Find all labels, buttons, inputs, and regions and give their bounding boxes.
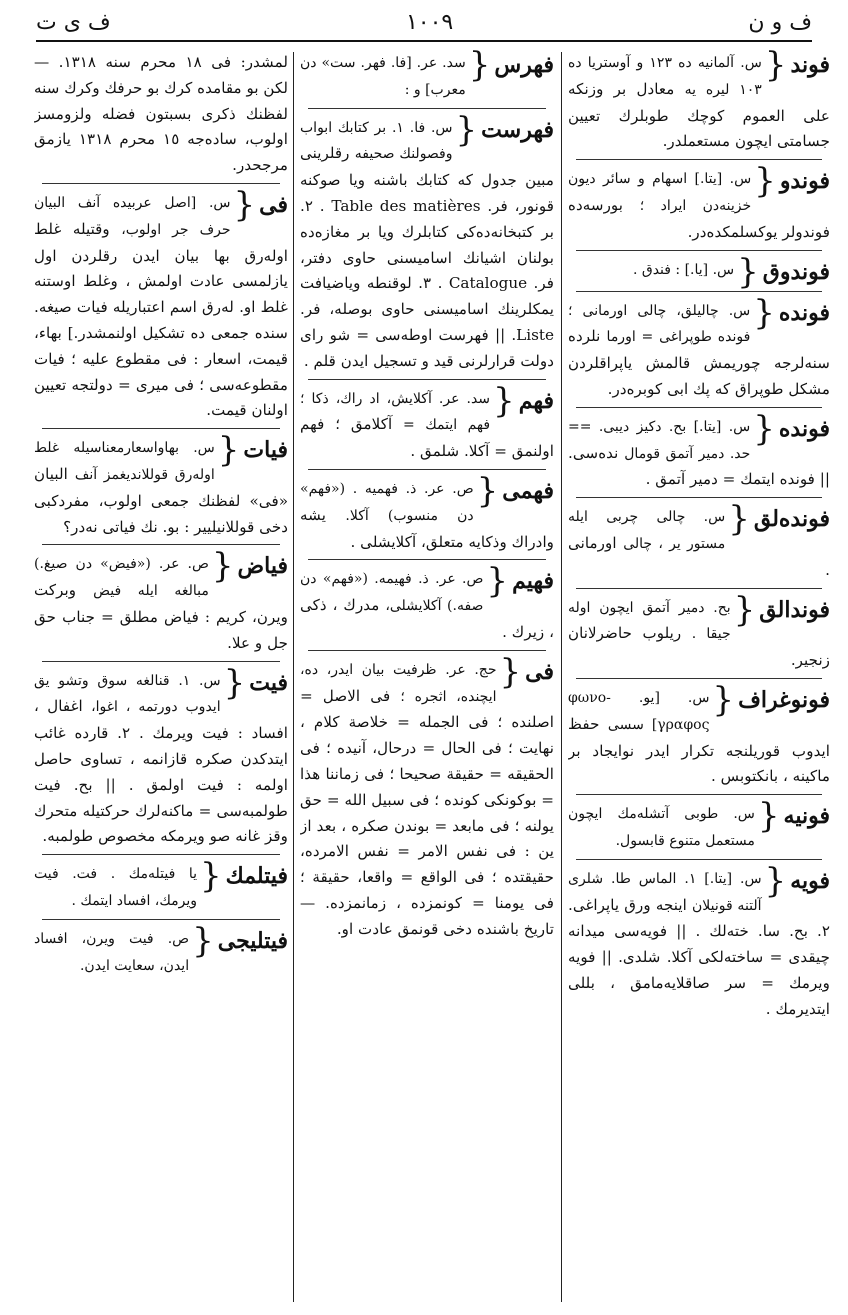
brace-mark: {: [754, 161, 776, 202]
entry-headword: فيتلمك: [225, 863, 288, 890]
dictionary-entry: [568, 679, 830, 790]
entry-headword: فونيه: [783, 803, 830, 830]
dictionary-entry: [300, 50, 554, 104]
entry-etymology: س. ١. قنالغه سوق وتشو يق ايدوب دورتمه ، اغوا،: [34, 672, 221, 716]
brace-mark: {: [764, 50, 787, 85]
entry-definition: اينجه ورق ياپراغى. ٢. بح. سا. خته‌لك . || فويه‌سى ميدانه چيقدى = ساخته‌لكى آكلا. شلدى. || فويه ويرمك = سر صاقلايه‌مامق ، بللى ايتديرمك .: [568, 895, 830, 1018]
header-left-letters: ف ى ت: [36, 9, 111, 35]
entry-definition: اورمانى .: [568, 533, 830, 579]
dictionary-entry: [34, 50, 288, 179]
brace-mark: {: [712, 679, 735, 720]
brace-mark: {: [455, 109, 478, 150]
entry-etymology: س. بهاواسعارمعناسيله غلط اوله‌رق قوللانديغمز آنف: [34, 440, 215, 483]
dictionary-entry: [300, 561, 554, 645]
dictionary-entry: [568, 161, 830, 245]
brace-mark: {: [211, 546, 234, 587]
dictionary-entry: [300, 380, 554, 465]
entry-separator: [576, 291, 822, 292]
entry-definition: اغفال ، افساد : فيت ويرمك . ٢. قارده غائب ايتدكدن صكره قازانمه ، تساوى حاصل اولمه : فيت اولمق . || بح. فيت طولمبه‌سى = ماكنه‌لرك حركتيله متحرك وقز غانه صو ويرمكه مخصوص طولمبه.: [34, 697, 288, 846]
entry-separator: [576, 497, 822, 498]
brace-mark: {: [757, 796, 780, 837]
column-divider: [561, 52, 562, 1302]
brace-mark: {: [223, 662, 246, 703]
dictionary-entry: [34, 430, 288, 540]
entry-etymology: س. طوبى آتشله‌مك ايچون مستعمل متنوع قابسول.: [568, 806, 755, 849]
entry-headword: فى: [525, 658, 554, 685]
entry-separator: [42, 919, 280, 920]
entry-headword: فونده: [778, 415, 830, 442]
entry-etymology: س. آلمانيه ده ١٢٣ و آوستريا ده ١٠٣ ليره يه: [568, 55, 762, 98]
entry-separator: [308, 379, 546, 380]
brace-mark: {: [493, 380, 515, 421]
dictionary-entry: [568, 50, 830, 155]
entry-etymology: ص. عر. ذ. فهميه . («فهم» دن منسوب) آكلا.: [300, 480, 474, 524]
entry-separator: [42, 544, 280, 545]
entry-headword: فهم: [518, 387, 554, 414]
entry-etymology: سد. عر. [فا. فهر. ست» دن معرب] و :: [300, 55, 466, 98]
entry-headword: فياض: [237, 553, 288, 580]
entry-etymology: حج. عر. ظرفيت بيان ايدر، ده، ايچنده، اثجره ؛: [300, 661, 497, 705]
dictionary-entry: [34, 184, 288, 424]
entry-headword: فويه: [790, 867, 830, 894]
entry-etymology: س. [اصل عربيده آنف البيان حرف جر اولوب،: [34, 194, 231, 238]
brace-mark: {: [728, 499, 750, 540]
page-number: ١٠٠٩: [405, 9, 454, 35]
entry-definition: البيان «فى» لفظنك جمعى اولوب، مفردكبى دخى قوللانيليير : بو. نك فياتى نه‌در؟: [34, 464, 288, 536]
dictionary-entry: [34, 920, 288, 980]
header-rule: [36, 40, 812, 42]
entry-separator: [576, 250, 822, 251]
entry-headword: فهيم: [512, 568, 554, 595]
entry-definition: حفظ ايدوب قوريلنجه تكرار ايدر نوايجاد بر ماكينه ، بانكتوبس .: [568, 714, 830, 786]
entry-separator: [576, 859, 822, 860]
dictionary-entry: [34, 856, 288, 915]
entry-separator: [42, 854, 280, 855]
entry-separator: [308, 559, 546, 560]
dictionary-entry: [568, 408, 830, 493]
brace-mark: {: [753, 408, 775, 449]
dictionary-entry: [568, 589, 830, 674]
entry-separator: [576, 678, 822, 679]
brace-mark: {: [499, 651, 522, 692]
entry-definition: آكلامق ؛ فهم اولنمق = آكلا. شلمق .: [300, 415, 554, 461]
entry-etymology: س. [يتا.] ١. الماس طا. شلرى آلتنه قونيلان: [568, 870, 762, 914]
entry-definition: نلرده سنه‌لرجه چوريمش قالمش ياپراقلردن مشكل طوپراق كه پك ابى كوبره‌در.: [568, 327, 830, 398]
entry-headword: فوندالق: [759, 596, 830, 623]
entry-etymology: س. [يا.] : فندق .: [632, 261, 735, 278]
entry-headword: فونده: [778, 299, 830, 326]
entry-headword: فهرست: [481, 116, 554, 143]
entry-etymology: بح. دمير آتمق ايچون اوله جيقا .: [568, 599, 731, 643]
entry-etymology: س. چاليلق، چالى اورمانى ؛ فونده طوپراغى = اورما: [568, 302, 751, 346]
entry-definition: ريلوب حاضرلانان زنجير.: [568, 624, 830, 670]
entry-headword: فونوغراف: [738, 686, 830, 713]
dictionary-entry: [34, 546, 288, 656]
brace-mark: {: [733, 589, 756, 630]
entry-separator: [42, 428, 280, 429]
entry-definition: لمشدر: فى ١٨ محرم سنه ١٣١٨. — لكن بو مقامده كرك بو حرفك وكرك سنه لفظنك ذكرى بسبتون فضله ولزومسز اولوب، ساده‌جه ١٥ محرم ١٣١٨ يازمق مرجحدر.: [34, 53, 288, 175]
entry-headword: فوند: [790, 52, 830, 78]
left-column: [34, 50, 288, 1302]
middle-column: [300, 50, 554, 1302]
entry-definition: مدرك ، ذكى ، زيرك .: [300, 596, 554, 641]
dictionary-entry: [568, 796, 830, 855]
entry-etymology: س. فا. ١. بر كتابك ابواب وفصولنك صحيفه: [300, 119, 453, 163]
brace-mark: {: [192, 920, 214, 961]
entry-separator: [308, 469, 546, 470]
entry-headword: فيات: [243, 437, 288, 464]
entry-separator: [42, 661, 280, 662]
entry-separator: [308, 650, 546, 651]
entry-headword: فى: [259, 191, 288, 218]
entry-etymology: س. [يتا.] بح. دكيز ديبى. == حد. دمير آتمق قومال: [568, 418, 751, 462]
brace-mark: {: [233, 184, 256, 225]
entry-definition: نده‌سى. || فونده ايتمك = دمير آتمق .: [568, 443, 830, 489]
entry-definition: معادل بر وزنكه على العموم كوچك طوبلرك تعيين جسامتى ايچون مستعملدر.: [568, 79, 830, 151]
entry-headword: فيت: [249, 669, 288, 696]
entry-definition: بورسه‌ده فوندولر يوكسلمكده‌در.: [568, 195, 830, 241]
entry-etymology: س. [يو. φωνο- γραφος] سسى: [568, 689, 710, 733]
brace-mark: {: [468, 50, 491, 85]
dictionary-entry: [568, 499, 830, 583]
entry-headword: فونده‌لق: [753, 506, 830, 533]
page-header: [36, 6, 812, 38]
entry-headword: فهرس: [494, 52, 554, 78]
entry-separator: [576, 588, 822, 589]
entry-etymology: ص. فيت ويرن، افساد ايدن، سعايت ايدن.: [34, 930, 190, 974]
entry-definition: فى الاصل = اصلنده ؛ فى الجمله = خلاصة كلام ، نهايت ؛ فى الحال = درحال، آنيده ؛ فى الحقيقه = حقيقة صحيحا ؛ فى زماننا هذا = بوكونكى كونده ؛ فى سبيل الله = حق يولنه ؛ فى مابعد = بوندن صكره ، بعد از ين : فى نفس الامر = نفس الامرده، حقيقتده ؛ فى الواقع = واقعا، حقيقة ؛ فى يومنا = كونمزده ، زمانمزده. — تاريخ باشنده دخى قونمق عادت او.: [300, 686, 554, 938]
entry-headword: فوندوق: [762, 258, 830, 285]
entry-etymology: سد. عر. آكلايش، اد راك، ذكا ؛ فهم ايتمك =: [300, 390, 491, 434]
entry-separator: [576, 794, 822, 795]
dictionary-entry: [568, 292, 830, 403]
dictionary-entry: [300, 109, 554, 375]
dictionary-entry: [300, 470, 554, 555]
brace-mark: {: [764, 860, 787, 901]
brace-mark: {: [737, 251, 759, 292]
brace-mark: {: [476, 470, 499, 511]
dictionary-entry: [568, 860, 830, 1023]
entry-etymology: يا فيتله‌مك . فت. فيت ويرمك، افساد ايتمك .: [34, 866, 198, 909]
entry-etymology: ص. عر. («فيض» دن صيغ.) مبالغه ايله فيض: [34, 556, 209, 600]
entry-separator: [308, 108, 546, 109]
entry-separator: [576, 407, 822, 408]
dictionary-entry: [34, 662, 288, 851]
entry-definition: وبركت ويرن، كريم : فياض مطلق = جناب حق جل و علا.: [34, 581, 288, 652]
entry-headword: فوندو: [779, 168, 830, 195]
entry-headword: فهمى: [502, 477, 554, 504]
entry-definition: رقلرينى مبين جدول كه كتابك باشنه ويا صوكنه قونور، فر. Table des matières . ٢. بر كتبخانه‌ده‌كى كتابلرك ويا بر مغازه‌ده بولنان اشيانك اساميسنى حاوى دفتر، فر. Catalogue . ٣. لوقنطه وياضيافت يمكلرينك اساميسنى حاوى بوصله، فر. Liste. || فهرست اوطه‌سى = شو راى دولت قرارلرنى قيد و تسجيل ايدن قلم .: [300, 144, 554, 370]
entry-etymology: س. [يتا.] اسهام و سائر ديون خزينه‌دن ايراد ؛: [568, 171, 752, 214]
entry-etymology: س. چالى چربى ايله مستور ير ، چالى: [568, 509, 726, 552]
entry-separator: [576, 159, 822, 160]
entry-definition: يشه وادراك وذكايه متعلق، آكلايشلى .: [300, 505, 554, 551]
entry-etymology: ص. عر. ذ. فهيمه. («فهم» دن صفه.) آكلايشلى،: [300, 571, 484, 615]
dictionary-entry: [300, 651, 554, 943]
entry-headword: فيتليجى: [217, 927, 288, 954]
entry-definition: وقتيله غلط اوله‌رق بها بيان ايدن رقلردن اول يازلمسى عادت اولمش ، وغلط اوستنه غلط او. له‌رق اسم اعتباريله فيات صيغه. سنده جمعى ده تشكيل اولنمشدر.] بهاء، قيمت، اسعار : فى مقطوع عليه ؛ فيات مقطوعه‌سى ؛ فى ميرى = دولتجه تعيين اولنان قيمت.: [34, 219, 288, 420]
brace-mark: {: [753, 292, 775, 333]
brace-mark: {: [200, 856, 222, 897]
brace-mark: {: [217, 430, 240, 471]
right-column: [568, 50, 830, 1302]
brace-mark: {: [486, 561, 509, 602]
column-divider: [293, 52, 294, 1302]
entry-separator: [42, 183, 280, 184]
dictionary-entry: [568, 251, 830, 292]
header-right-letters: ف و ن: [748, 9, 812, 35]
